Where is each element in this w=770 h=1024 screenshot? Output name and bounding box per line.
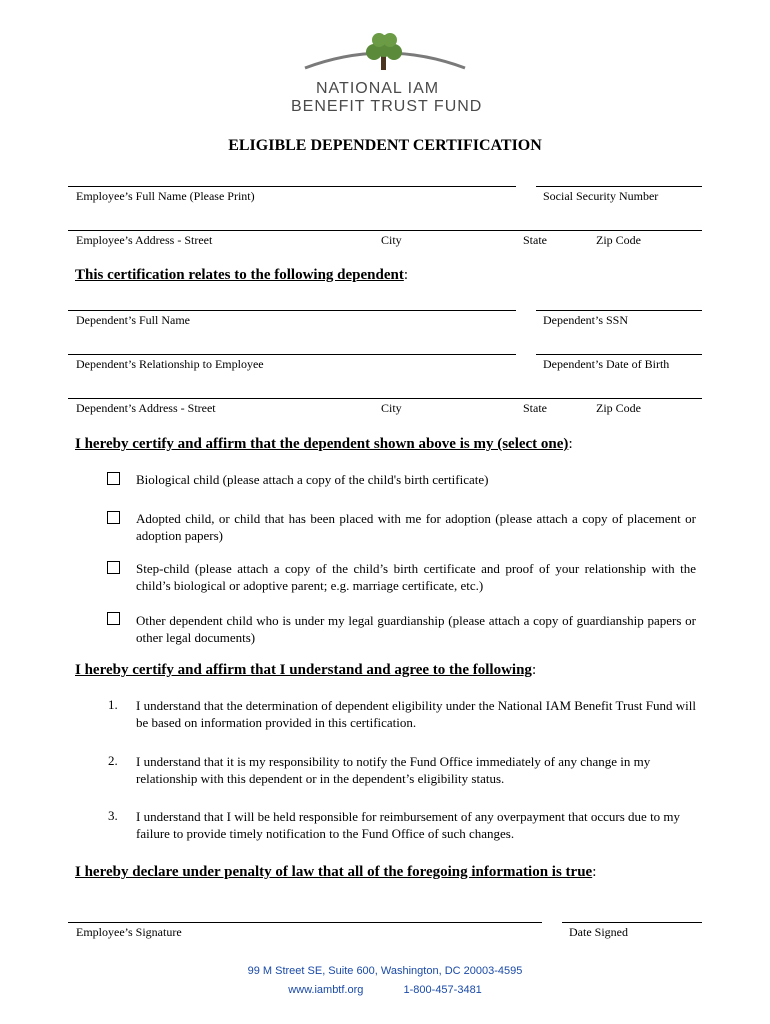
agreement-text: I understand that it is my responsibility to notify the Fund Office immediately of any change in my relationship with this dependent or in the dependent’s eligibility status.	[136, 754, 651, 786]
footer-phone: 1-800-457-3481	[403, 984, 482, 996]
declare-heading-text: I hereby declare under penalty of law that all of the foregoing information is true	[75, 864, 593, 880]
checkbox-step-child[interactable]	[107, 561, 120, 574]
dependent-heading: This certification relates to the following dependent:	[75, 267, 409, 283]
footer-website[interactable]: www.iambtf.org	[288, 984, 364, 996]
dependent-name-label: Dependent’s Full Name	[76, 313, 190, 327]
employee-ssn-label: Social Security Number	[543, 189, 659, 203]
dependent-relationship-line[interactable]	[68, 354, 516, 355]
employee-address-label: Employee’s Address - Street	[76, 233, 213, 247]
dependent-dob-label: Dependent’s Date of Birth	[543, 357, 670, 371]
date-signed-label: Date Signed	[569, 925, 628, 939]
dependent-relationship-label: Dependent’s Relationship to Employee	[76, 357, 264, 371]
employee-city-label: City	[381, 233, 402, 247]
checkbox-other-dependent[interactable]	[107, 612, 120, 625]
dependent-heading-text: This certification relates to the following dependent	[75, 267, 404, 283]
employee-ssn-line[interactable]	[536, 186, 702, 187]
declare-heading: I hereby declare under penalty of law that all of the foregoing information is true:	[75, 864, 597, 880]
employee-name-line[interactable]	[68, 186, 516, 187]
logo-line-1: NATIONAL IAM	[316, 80, 440, 97]
logo-line-2: BENEFIT TRUST FUND	[291, 98, 483, 115]
footer-contact	[0, 984, 770, 996]
dependent-ssn-line[interactable]	[536, 310, 702, 311]
dependent-city-label: City	[381, 401, 402, 415]
agreement-text: I understand that the determination of dependent eligibility under the National IAM Benefit Trust Fund will be based on information provided in this certification.	[136, 698, 696, 730]
date-signed-line[interactable]	[562, 922, 702, 923]
checkbox-biological-child[interactable]	[107, 472, 120, 485]
select-heading: I hereby certify and affirm that the dependent shown above is my (select one):	[75, 436, 573, 452]
option-adopted-child: Adopted child, or child that has been placed with me for adoption (please attach a copy of placement or adoption papers)	[136, 511, 696, 543]
dependent-state-label: State	[523, 401, 547, 415]
signature-line[interactable]	[68, 922, 542, 923]
option-other-dependent: Other dependent child who is under my legal guardianship (please attach a copy of guardianship papers or other legal documents)	[136, 613, 696, 645]
dependent-address-label: Dependent’s Address - Street	[76, 401, 216, 415]
employee-address-line[interactable]	[68, 230, 702, 231]
agreement-number: 3.	[108, 808, 118, 823]
agreement-number: 1.	[108, 697, 118, 712]
tree-icon	[366, 33, 402, 70]
dependent-address-line[interactable]	[68, 398, 702, 399]
agree-heading: I hereby certify and affirm that I understand and agree to the following:	[75, 662, 537, 678]
checkbox-adopted-child[interactable]	[107, 511, 120, 524]
footer-address: 99 M Street SE, Suite 600, Washington, DC 20003-4595	[247, 965, 523, 977]
agreement-number: 2.	[108, 753, 118, 768]
dependent-dob-line[interactable]	[536, 354, 702, 355]
page-title: ELIGIBLE DEPENDENT CERTIFICATION	[228, 137, 542, 154]
select-heading-text: I hereby certify and affirm that the dependent shown above is my (select one)	[75, 436, 569, 452]
option-step-child: Step-child (please attach a copy of the child’s birth certificate and proof of your relationship with the child’s biological or adoptive parent; e.g. marriage certificate, etc.)	[136, 561, 696, 593]
dependent-zip-label: Zip Code	[596, 401, 641, 415]
signature-label: Employee’s Signature	[76, 925, 182, 939]
employee-zip-label: Zip Code	[596, 233, 641, 247]
employee-name-label: Employee’s Full Name (Please Print)	[76, 189, 255, 203]
option-biological-child: Biological child (please attach a copy of the child's birth certificate)	[136, 472, 489, 487]
dependent-name-line[interactable]	[68, 310, 516, 311]
fund-logo	[300, 28, 470, 78]
dependent-ssn-label: Dependent’s SSN	[543, 313, 628, 327]
employee-state-label: State	[523, 233, 547, 247]
agreement-text: I understand that I will be held responsible for reimbursement of any overpayment that occurs due to my failure to provide timely notification to the Fund Office of such changes.	[136, 809, 681, 841]
agree-heading-text: I hereby certify and affirm that I understand and agree to the following	[75, 662, 532, 678]
